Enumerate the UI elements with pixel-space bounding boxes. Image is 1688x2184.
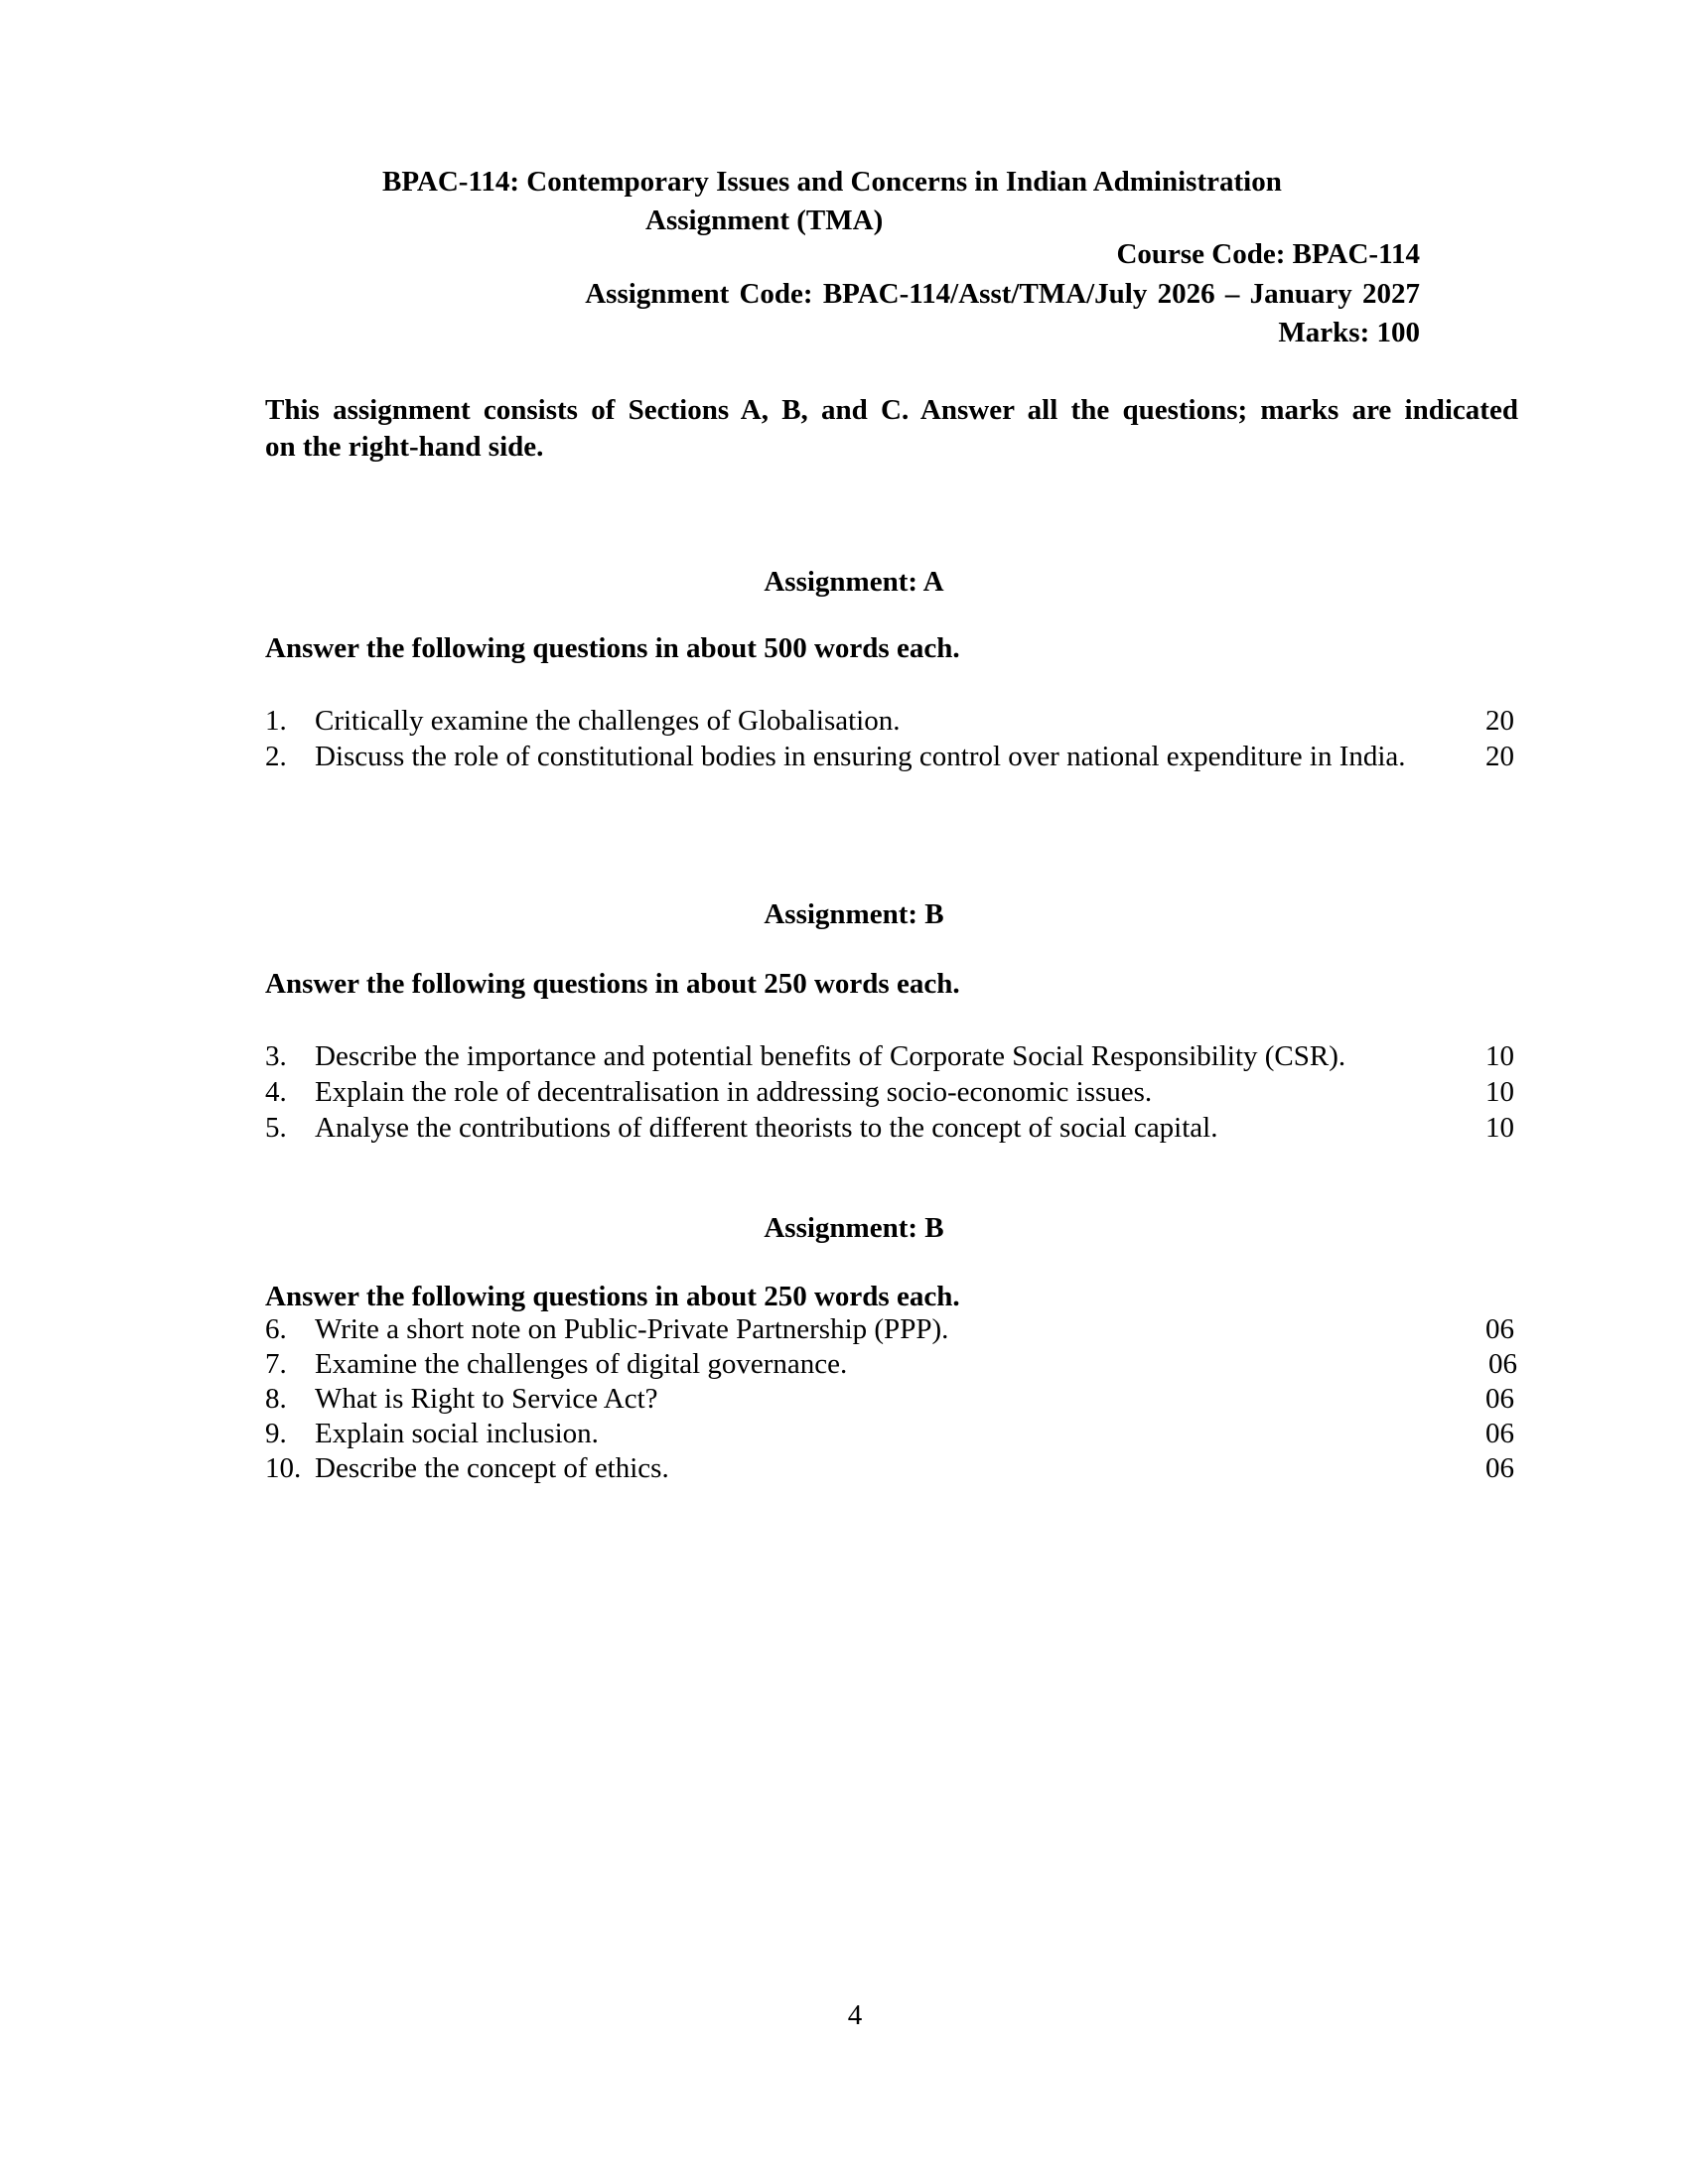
assignment-code: Assignment Code: BPAC-114/Asst/TMA/July 2026 – January 2027: [585, 278, 1420, 310]
question-text: Critically examine the challenges of Globalisation.: [315, 705, 901, 737]
section-instruction-a: Answer the following questions in about 500 words each.: [265, 632, 960, 664]
question-marks: 06: [1488, 1348, 1517, 1380]
question-marks: 10: [1485, 1112, 1514, 1144]
question-row: [265, 1110, 1514, 1146]
question-text: Write a short note on Public-Private Partnership (PPP).: [315, 1313, 949, 1345]
question-row: [265, 703, 1514, 739]
question-text: Explain the role of decentralisation in addressing socio-economic issues.: [315, 1076, 1153, 1108]
question-number: 1.: [265, 705, 287, 737]
question-row: [265, 1417, 1514, 1451]
question-number: 10.: [265, 1452, 302, 1484]
intro-line: on the right-hand side.: [265, 431, 544, 463]
question-number: 6.: [265, 1313, 287, 1345]
intro-paragraph: [265, 392, 1526, 466]
question-text: What is Right to Service Act?: [315, 1383, 658, 1415]
question-row: [265, 1382, 1514, 1417]
question-marks: 10: [1485, 1040, 1514, 1072]
question-marks: 10: [1485, 1076, 1514, 1108]
question-marks: 20: [1485, 705, 1514, 737]
question-list-b: [265, 1038, 1514, 1146]
question-number: 2.: [265, 741, 287, 772]
question-marks: 06: [1485, 1383, 1514, 1415]
question-list-a: [265, 703, 1514, 774]
question-text: Describe the concept of ethics.: [315, 1452, 669, 1484]
question-marks: 06: [1485, 1313, 1514, 1345]
question-number: 3.: [265, 1040, 287, 1072]
question-row: [265, 739, 1514, 774]
section-instruction-c: Answer the following questions in about 250 words each.: [265, 1281, 960, 1312]
question-text: Examine the challenges of digital governance.: [315, 1348, 848, 1380]
question-marks: 06: [1485, 1452, 1514, 1484]
question-marks: 06: [1485, 1418, 1514, 1449]
document-title: BPAC-114: Contemporary Issues and Concerns in Indian Administration: [382, 166, 1282, 198]
question-list-c: [265, 1312, 1517, 1486]
question-row: [265, 1312, 1514, 1347]
question-number: 7.: [265, 1348, 287, 1380]
question-text: Discuss the role of constitutional bodies in ensuring control over national expenditure in India.: [315, 741, 1406, 772]
question-number: 8.: [265, 1383, 287, 1415]
question-text: Analyse the contributions of different theorists to the concept of social capital.: [315, 1112, 1218, 1144]
question-row: [265, 1074, 1514, 1110]
section-heading-a: Assignment: A: [764, 566, 944, 598]
question-text: Explain social inclusion.: [315, 1418, 599, 1449]
question-row: [265, 1038, 1514, 1074]
total-marks: Marks: 100: [1278, 317, 1420, 348]
section-heading-c: Assignment: B: [764, 1212, 944, 1244]
course-code: Course Code: BPAC-114: [1116, 238, 1420, 270]
intro-line: This assignment consists of Sections A, B, and C. Answer all the questions; marks are indicated: [265, 394, 1518, 426]
section-heading-b: Assignment: B: [764, 898, 944, 930]
page-number: 4: [847, 1999, 863, 2031]
question-number: 4.: [265, 1076, 287, 1108]
question-number: 5.: [265, 1112, 287, 1144]
question-text: Describe the importance and potential benefits of Corporate Social Responsibility (CSR).: [315, 1040, 1346, 1072]
question-row: [265, 1347, 1517, 1382]
question-row: [265, 1451, 1514, 1486]
section-instruction-b: Answer the following questions in about 250 words each.: [265, 968, 960, 1000]
question-number: 9.: [265, 1418, 287, 1449]
question-marks: 20: [1485, 741, 1514, 772]
document-subtitle: Assignment (TMA): [645, 205, 884, 236]
